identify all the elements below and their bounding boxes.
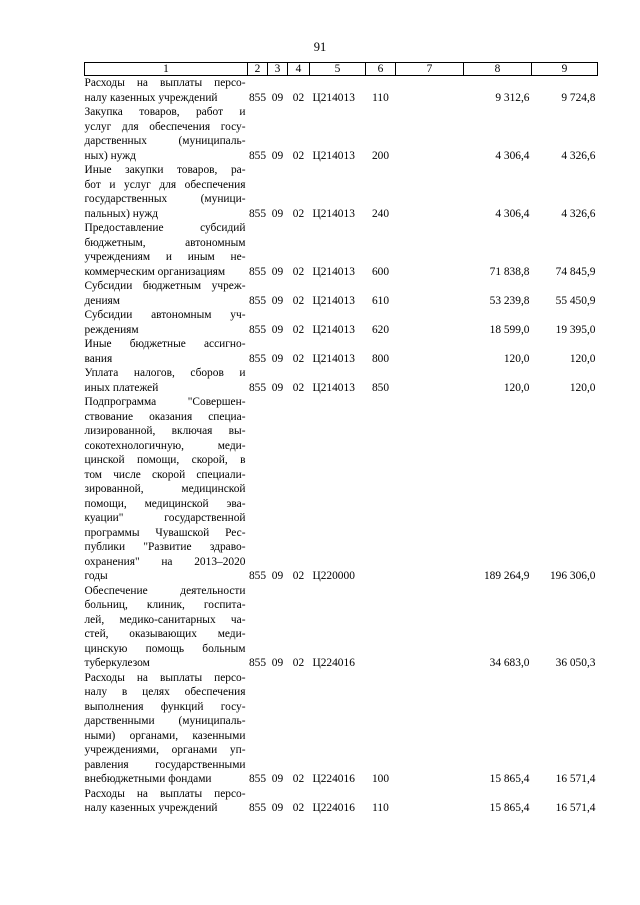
amount-year-1-cell: 15 865,4 (489, 773, 530, 785)
expense-type-cell: 800 (371, 352, 390, 365)
description-line: сокотехнологичную, меди- (84, 439, 246, 452)
expense-type-cell: 110 (372, 802, 389, 814)
section-code-cell: 09 (271, 207, 284, 220)
expense-type-cell: 620 (371, 323, 390, 336)
header-cell: 9 (532, 63, 598, 76)
item-description-cell (85, 337, 248, 366)
column-7-cell (396, 671, 464, 787)
table-header-row (85, 63, 598, 76)
amount-year-2-cell: 4 326,6 (561, 149, 596, 162)
section-code-cell: 09 (271, 294, 284, 307)
amount-year-1-cell: 120,0 (503, 381, 530, 394)
table-row (85, 366, 598, 395)
section-code-cell: 09 (271, 91, 284, 104)
table-row (85, 279, 598, 308)
amount-year-1-cell: 4 306,4 (495, 207, 530, 220)
description-line: иных платежей (84, 381, 159, 394)
section-code-cell: 09 (271, 323, 284, 336)
description-line: бюджетным, автономным (84, 236, 246, 249)
amount-year-1-cell: 71 838,8 (489, 265, 530, 278)
subsection-code-cell: 02 (292, 802, 305, 814)
item-description-cell (85, 366, 248, 395)
expense-type-cell (366, 584, 396, 671)
description-line: дарственными (муниципаль- (84, 715, 246, 727)
description-line: цинской помощи, скорой, в (84, 454, 246, 466)
table-row (85, 163, 598, 221)
amount-year-2-cell: 36 050,3 (555, 657, 596, 669)
description-line: публики "Развитие здраво- (84, 541, 246, 553)
amount-year-2-cell: 196 306,0 (549, 570, 596, 582)
amount-year-1-cell: 53 239,8 (489, 294, 530, 307)
column-7-cell (396, 787, 464, 816)
header-cell: 1 (85, 63, 248, 76)
description-line: помощи, медицинской эва- (84, 497, 246, 510)
amount-year-2-cell: 74 845,9 (555, 265, 596, 278)
ministry-code-cell: 855 (248, 323, 267, 336)
column-7-cell (396, 221, 464, 279)
ministry-code-cell: 855 (248, 265, 267, 278)
target-article-cell: Ц214013 (312, 91, 355, 104)
item-description-cell (85, 163, 248, 221)
description-line: зированной, медицинской (84, 483, 246, 495)
expense-type-cell: 600 (371, 265, 390, 278)
amount-year-2-cell: 19 395,0 (555, 323, 596, 336)
target-article-cell: Ц224016 (312, 802, 355, 814)
description-line: вания (84, 352, 113, 365)
item-description-cell (85, 671, 248, 787)
target-article-cell: Ц214013 (312, 149, 355, 162)
table-row (85, 221, 598, 279)
header-cell: 5 (310, 63, 366, 76)
table-row (85, 395, 598, 584)
ministry-code-cell: 855 (248, 570, 267, 582)
page-number: 91 (313, 40, 327, 54)
description-line: лизированной, включая вы- (84, 425, 246, 437)
amount-year-2-cell: 120,0 (569, 352, 596, 365)
amount-year-1-cell: 18 599,0 (489, 323, 530, 336)
description-line: Подпрограмма "Совершен- (84, 396, 246, 408)
description-line: Предоставление субсидий (84, 222, 246, 234)
subsection-code-cell: 02 (292, 294, 305, 307)
column-7-cell (396, 279, 464, 308)
ministry-code-cell: 855 (248, 773, 267, 785)
description-line: налу казенных учреждений (84, 91, 218, 104)
amount-year-2-cell: 4 326,6 (561, 207, 596, 220)
description-line: Расходы на выплаты персо- (84, 787, 246, 800)
description-line: больниц, клиник, госпита- (84, 599, 246, 611)
amount-year-2-cell: 120,0 (569, 381, 596, 394)
subsection-code-cell: 02 (292, 352, 305, 365)
description-line: дениям (84, 294, 120, 307)
amount-year-1-cell: 15 865,4 (489, 802, 530, 814)
column-7-cell (396, 105, 464, 163)
item-description-cell (85, 279, 248, 308)
target-article-cell: Ц224016 (312, 657, 355, 669)
target-article-cell: Ц214013 (312, 265, 355, 278)
description-line: цинскую помощь больным (84, 642, 246, 655)
column-7-cell (396, 584, 464, 671)
amount-year-1-cell: 120,0 (503, 352, 530, 365)
subsection-code-cell: 02 (292, 773, 305, 785)
target-article-cell: Ц220000 (312, 570, 355, 582)
target-article-cell: Ц214013 (312, 207, 355, 220)
column-7-cell (396, 163, 464, 221)
column-7-cell (396, 337, 464, 366)
section-code-cell: 09 (271, 265, 284, 278)
description-line: налу в целях обеспечения (84, 686, 246, 698)
column-7-cell (396, 76, 464, 106)
description-line: стей, оказывающих меди- (84, 628, 246, 640)
table-row (85, 584, 598, 671)
header-cell: 6 (366, 63, 396, 76)
description-line: бот и услуг для обеспечения (84, 178, 246, 191)
header-cell: 2 (248, 63, 268, 76)
description-line: Обеспечение деятельности (84, 584, 246, 597)
item-description-cell (85, 105, 248, 163)
description-line: лей, медико-санитарных ча- (84, 613, 246, 626)
expense-type-cell: 100 (371, 773, 390, 785)
description-line: том числе скорой специали- (84, 468, 246, 481)
subsection-code-cell: 02 (292, 570, 305, 582)
item-description-cell (85, 308, 248, 337)
description-line: годы (84, 570, 108, 582)
expense-type-cell: 240 (371, 207, 390, 220)
item-description-cell (85, 787, 248, 816)
budget-table (84, 62, 598, 816)
amount-year-2-cell: 16 571,4 (555, 773, 596, 785)
target-article-cell: Ц214013 (312, 323, 355, 336)
table-row (85, 787, 598, 816)
description-line: реждениям (84, 323, 139, 336)
subsection-code-cell: 02 (292, 265, 305, 278)
description-line: Иные закупки товаров, ра- (84, 164, 246, 176)
target-article-cell: Ц214013 (312, 294, 355, 307)
ministry-code-cell: 855 (248, 149, 267, 162)
section-code-cell: 09 (271, 381, 284, 394)
description-line: программы Чувашской Рес- (84, 526, 246, 539)
target-article-cell: Ц214013 (312, 381, 355, 394)
ministry-code-cell: 855 (248, 657, 267, 669)
amount-year-1-cell: 4 306,4 (495, 149, 530, 162)
table-row (85, 337, 598, 366)
description-line: ствование оказания специа- (84, 410, 246, 423)
description-line: ных) нужд (84, 149, 136, 162)
amount-year-1-cell: 34 683,0 (489, 657, 530, 669)
expense-type-cell (366, 395, 396, 584)
description-line: выполнения функций госу- (84, 700, 246, 713)
subsection-code-cell: 02 (292, 91, 305, 104)
subsection-code-cell: 02 (292, 207, 305, 220)
description-line: Уплата налогов, сборов и (84, 367, 246, 379)
target-article-cell: Ц214013 (312, 352, 355, 365)
expense-type-cell: 110 (372, 91, 389, 104)
table-row (85, 308, 598, 337)
description-line: Закупка товаров, работ и (84, 106, 246, 118)
ministry-code-cell: 855 (248, 802, 267, 814)
column-7-cell (396, 395, 464, 584)
ministry-code-cell: 855 (248, 91, 267, 104)
ministry-code-cell: 855 (248, 207, 267, 220)
header-cell: 7 (396, 63, 464, 76)
section-code-cell: 09 (271, 657, 284, 669)
description-line: внебюджетными фондами (84, 773, 212, 785)
item-description-cell (85, 395, 248, 584)
description-line: услуг для обеспечения госу- (84, 120, 246, 133)
expense-type-cell: 200 (371, 149, 390, 162)
description-line: Иные бюджетные ассигно- (84, 338, 246, 350)
amount-year-2-cell: 16 571,4 (555, 802, 596, 814)
item-description-cell (85, 221, 248, 279)
section-code-cell: 09 (271, 570, 284, 582)
table-row (85, 671, 598, 787)
expense-type-cell: 850 (371, 381, 390, 394)
description-line: охранения" на 2013–2020 (84, 555, 246, 568)
amount-year-2-cell: 9 724,8 (561, 91, 596, 104)
header-cell: 3 (268, 63, 288, 76)
description-line: ными) органами, казенными (84, 729, 246, 742)
expense-type-cell: 610 (371, 294, 390, 307)
description-line: налу казенных учреждений (84, 802, 218, 814)
description-line: государственных (муници- (84, 193, 246, 205)
item-description-cell (85, 76, 248, 106)
description-line: Расходы на выплаты персо- (84, 671, 246, 684)
description-line: Субсидии автономным уч- (84, 309, 246, 321)
amount-year-1-cell: 189 264,9 (483, 570, 530, 582)
subsection-code-cell: 02 (292, 381, 305, 394)
description-line: равления государственными (84, 758, 246, 771)
target-article-cell: Ц224016 (312, 773, 355, 785)
section-code-cell: 09 (271, 802, 284, 814)
description-line: коммерческим организациям (84, 265, 226, 278)
table-row (85, 105, 598, 163)
ministry-code-cell: 855 (248, 352, 267, 365)
column-7-cell (396, 366, 464, 395)
header-cell: 8 (464, 63, 532, 76)
amount-year-2-cell: 55 450,9 (555, 294, 596, 307)
amount-year-1-cell: 9 312,6 (495, 91, 530, 104)
description-line: учреждениям и иным не- (84, 251, 246, 263)
description-line: куации" государственной (84, 512, 246, 524)
table-row (85, 76, 598, 106)
description-line: учреждениями, органами уп- (84, 744, 246, 756)
column-7-cell (396, 308, 464, 337)
section-code-cell: 09 (271, 352, 284, 365)
description-line: дарственных (муниципаль- (84, 135, 246, 147)
ministry-code-cell: 855 (248, 381, 267, 394)
description-line: туберкулезом (84, 657, 150, 669)
description-line: пальных) нужд (84, 207, 159, 220)
description-line: Субсидии бюджетным учреж- (84, 280, 246, 292)
subsection-code-cell: 02 (292, 323, 305, 336)
subsection-code-cell: 02 (292, 657, 305, 669)
header-cell: 4 (288, 63, 310, 76)
item-description-cell (85, 584, 248, 671)
ministry-code-cell: 855 (248, 294, 267, 307)
subsection-code-cell: 02 (292, 149, 305, 162)
section-code-cell: 09 (271, 149, 284, 162)
section-code-cell: 09 (271, 773, 284, 785)
description-line: Расходы на выплаты персо- (84, 77, 246, 89)
